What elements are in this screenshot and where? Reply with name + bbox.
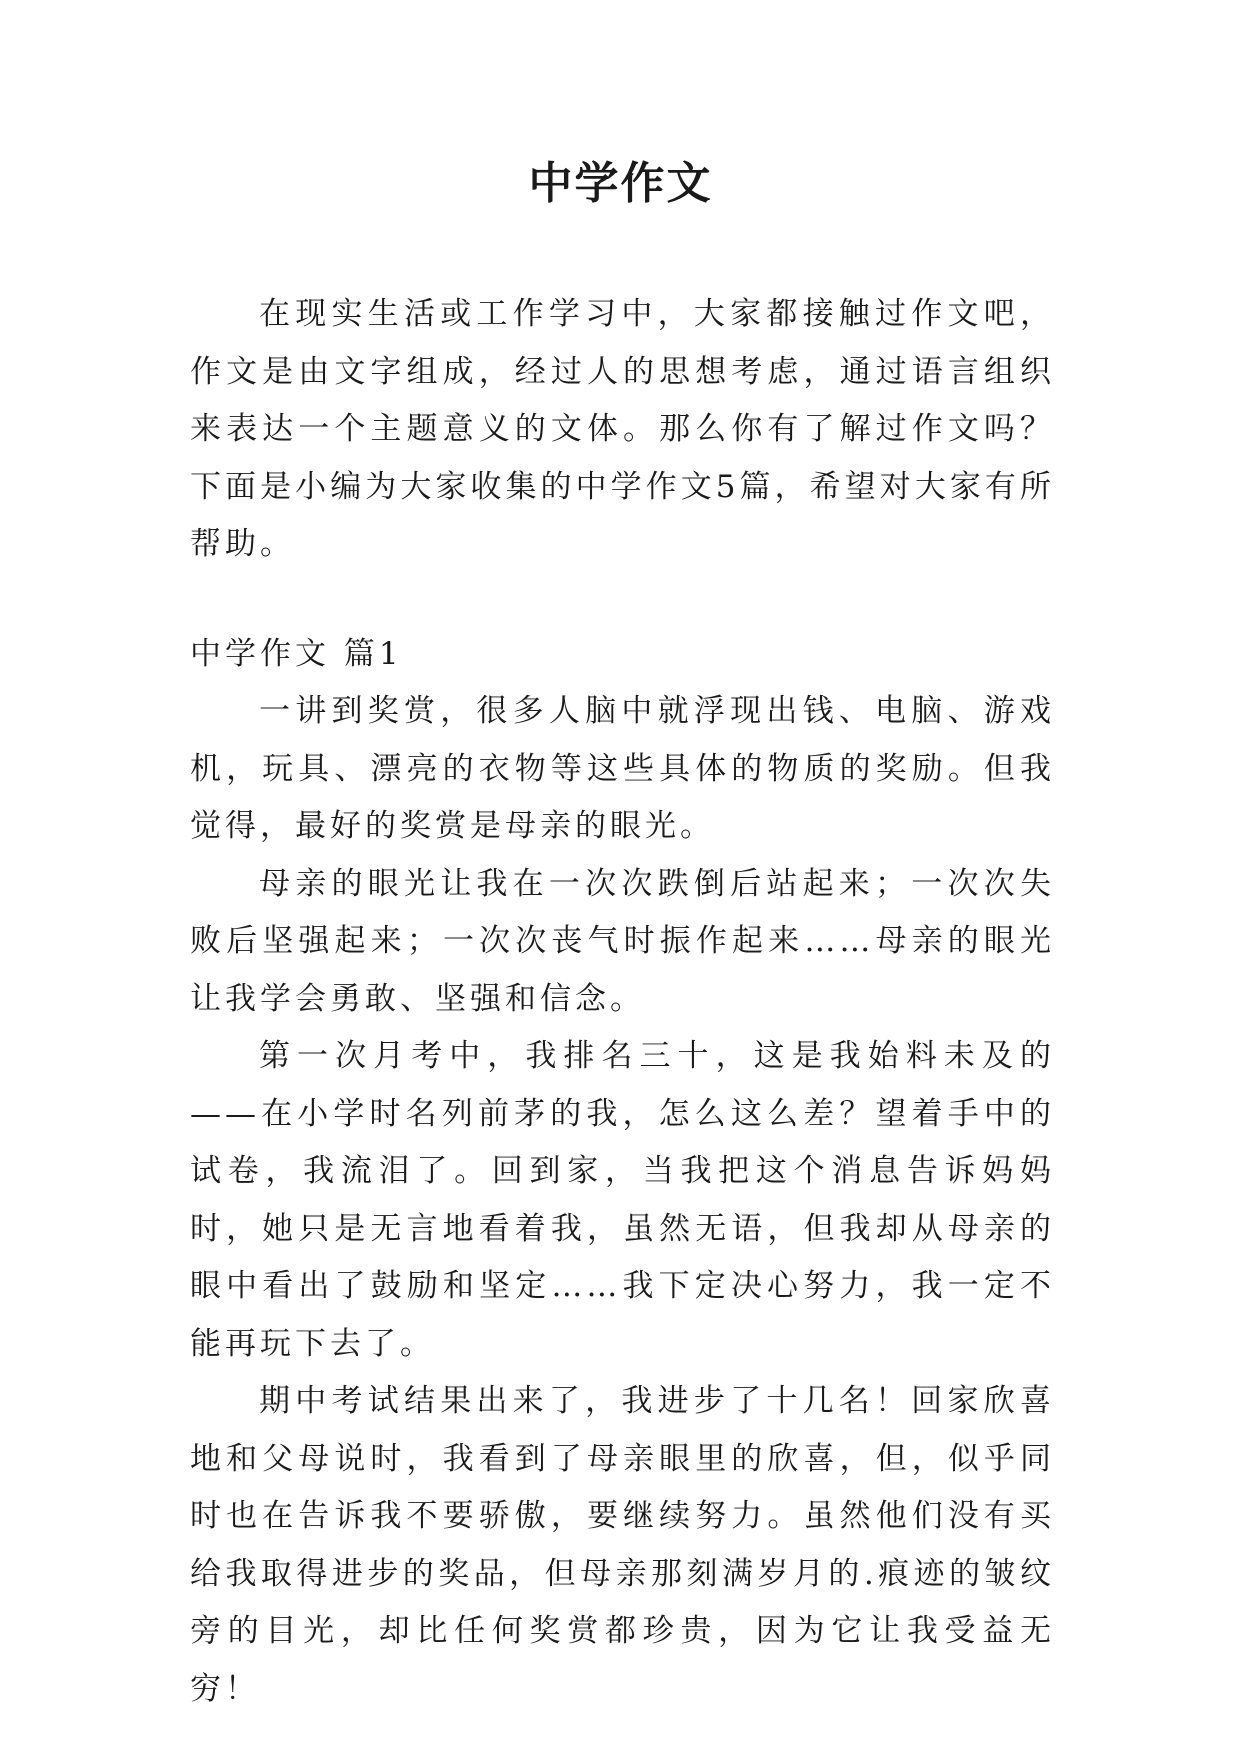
document-title: 中学作文 — [528, 158, 713, 209]
intro-paragraph: 在现实生活或工作学习中，大家都接触过作文吧，作文是由文字组成，经过人的思想考虑，通过语言组织来表达一个主题意义的文体。那么你有了解过作文吗？下面是小编为大家收集的中学作文5篇，希望对大家有所帮助。 — [190, 296, 1055, 562]
body-paragraph-3: 第一次月考中，我排名三十，这是我始料未及的——在小学时名列前茅的我，怎么这么差？望着手中的试卷，我流泪了。回到家，当我把这个消息告诉妈妈时，她只是无言地看着我，虽然无语，但我却从母亲的眼中看出了鼓励和坚定……我下定决心努力，我一定不能再玩下去了。 — [190, 1038, 1055, 1362]
body-paragraph-2: 母亲的眼光让我在一次次跌倒后站起来；一次次失败后坚强起来；一次次丧气时振作起来……母亲的眼光让我学会勇敢、坚强和信念。 — [190, 865, 1055, 1017]
section-heading: 中学作文 篇1 — [190, 635, 403, 672]
body-paragraph-4: 期中考试结果出来了，我进步了十几名！回家欣喜地和父母说时，我看到了母亲眼里的欣喜，但，似乎同时也在告诉我不要骄傲，要继续努力。虽然他们没有买给我取得进步的奖品，但母亲那刻满岁月的.痕迹的皱纹旁的目光，却比任何奖赏都珍贵，因为它让我受益无穷！ — [190, 1383, 1055, 1707]
document-body — [190, 286, 1055, 1718]
body-paragraph-1: 一讲到奖赏，很多人脑中就浮现出钱、电脑、游戏机，玩具、漂亮的衣物等这些具体的物质的奖励。但我觉得，最好的奖赏是母亲的眼光。 — [190, 693, 1055, 844]
paragraph-spacer — [190, 574, 1055, 626]
